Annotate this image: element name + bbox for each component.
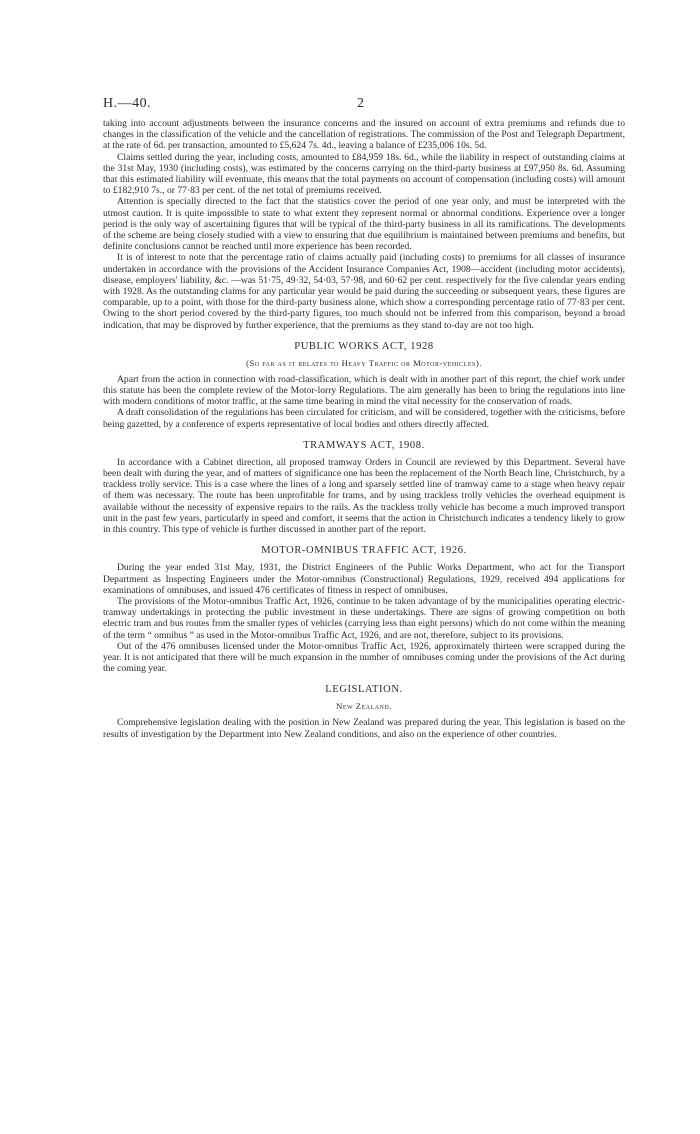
paragraph: Claims settled during the year, including costs, amounted to £84,959 18s. 6d., while the liability in respect of outstanding claims at the 31st May, 1930 (including costs), was estimated by the concerns carrying on the third-party business at £97,950 8s. 6d. Assuming that this estimated liability will eventuate, this means that the total payments on account of compensation (including costs) will amount to £182,910 7s., or 77·83 per cent. of the net total of premiums received. — [103, 151, 625, 197]
paragraph: Out of the 476 omnibuses licensed under the Motor-omnibus Traffic Act, 1926, approximately thirteen were scrapped during the year. It is not anticipated that there will be much expansion in the number of omnibuses coming under the provisions of the Act during the coming year. — [103, 640, 625, 675]
section-subheading: New Zealand. — [336, 701, 392, 712]
paragraph: In accordance with a Cabinet direction, all proposed tramway Orders in Council are reviewed by this Department. Several have been dealt with during the year, and of matters of significance one has been the replacement of the North Beach line, Christchurch, by a trackless trolly service. This is a case where the lines of a long and sparsely settled line of tramway came to a stage when heavy repair of them was necessary. The route has been unprofitable for trams, and by using trackless trolly vehicles the overhead equipment is available without the necessity of expensive repairs to the rails. As the trackless trolly vehicle has become a much improved transport unit in the past few years, particularly in speed and comfort, it seems that the action in Christchurch indicates a tendency likely to grow in this country. This type of vehicle is further discussed in another part of the report. — [103, 456, 625, 536]
paragraph: Comprehensive legislation dealing with the position in New Zealand was prepared during the year. This legislation is based on the results of investigation by the Department into New Zealand conditions, and also on the experience of other countries. — [103, 717, 625, 740]
section-heading: PUBLIC WORKS ACT, 1928 — [294, 340, 434, 352]
paragraph: During the year ended 31st May, 1931, the District Engineers of the Public Works Department, who act for the Transport Department as Inspecting Engineers under the Motor-omnibus (Constructional) Regulations, 1929, received 494 applications for examinations of omnibuses, and issued 476 certificates of fitness in respect of omnibuses. — [103, 562, 625, 596]
tramways-section — [103, 440, 625, 535]
paragraph: taking into account adjustments between the insurance concerns and the insured on account of extra premiums and refunds due to changes in the classification of the vehicle and the cancellation of registrations. The commission of the Post and Telegraph Department, at the rate of 6d. per transaction, amounted to £5,624 7s. 4d., leaving a balance of £235,006 10s. 5d. — [103, 118, 625, 152]
public-works-section — [103, 341, 625, 430]
legislation-section — [103, 684, 625, 739]
section-heading: LEGISLATION. — [325, 684, 403, 696]
section-subheading: (So far as it relates to Heavy Traffic or Motor-vehicles). — [246, 357, 482, 368]
motor-omnibus-section — [103, 545, 625, 674]
document-reference: H.—40. — [103, 96, 152, 111]
section-heading: MOTOR-OMNIBUS TRAFFIC ACT, 1926. — [261, 545, 467, 557]
paragraph: A draft consolidation of the regulations has been circulated for criticism, and will be considered, together with the criticisms, before being gazetted, by a conference of experts representative of local bodies and others directly affected. — [103, 407, 625, 430]
paragraph: Apart from the action in connection with road-classification, which is dealt with in another part of this report, the chief work under this statute has been the complete review of the Motor-lorry Regulations. The aim generally has been to bring the regulations into line with modern conditions of motor traffic, at the same time bearing in mind the vital necessity for the conservation of roads. — [103, 373, 625, 408]
insurance-section — [103, 118, 625, 331]
document-page — [103, 96, 625, 740]
page-number: 2 — [357, 96, 364, 111]
section-heading: TRAMWAYS ACT, 1908. — [303, 439, 425, 451]
paragraph: It is of interest to note that the percentage ratio of claims actually paid (including costs) to premiums for all classes of insurance undertaken in accordance with the provisions of the Accident Insurance Companies Act, 1908—accident (including motor accidents), disease, employers' liability, &c. —was 51·75, 49·32, 54·03, 57·98, and 60·62 per cent. respectively for the five calendar years ending with 1928. As the outstanding claims for any particular year would be paid during the succeeding or subsequent years, these figures are comparable, up to a point, with those for the third-party business alone, which show a corresponding percentage ratio of 77·83 per cent. Owing to the short period covered by the third-party figures, too much should not be inferred from this comparison, beyond a broad indication, that may be disproved by further experience, that the premiums as they stand to-day are not too high. — [103, 252, 625, 331]
paragraph: The provisions of the Motor-omnibus Traffic Act, 1926, continue to be taken advantage of by the municipalities operating electric-tramway undertakings in protecting the public investment in these undertakings. There are signs of growing competition on both electric tram and bus routes from the smaller types of vehicles (carrying less than eight persons) which do not come within the meaning of the term “ omnibus ” as used in the Motor-omnibus Traffic Act, 1926, and are not, therefore, subject to its provisions. — [103, 595, 625, 641]
paragraph: Attention is specially directed to the fact that the statistics cover the period of one year only, and must be interpreted with the utmost caution. It is quite impossible to state to what extent they represent normal or abnormal conditions. Experience over a longer period is the only way of ascertaining figures that will be typical of the third-party business in all its ramifications. The developments of the scheme are being closely studied with a view to ensuring that due equilibrium is maintained between premiums and benefits, but definite conclusions cannot be reached until more experience has been recorded. — [103, 196, 625, 253]
page-header — [103, 96, 625, 118]
